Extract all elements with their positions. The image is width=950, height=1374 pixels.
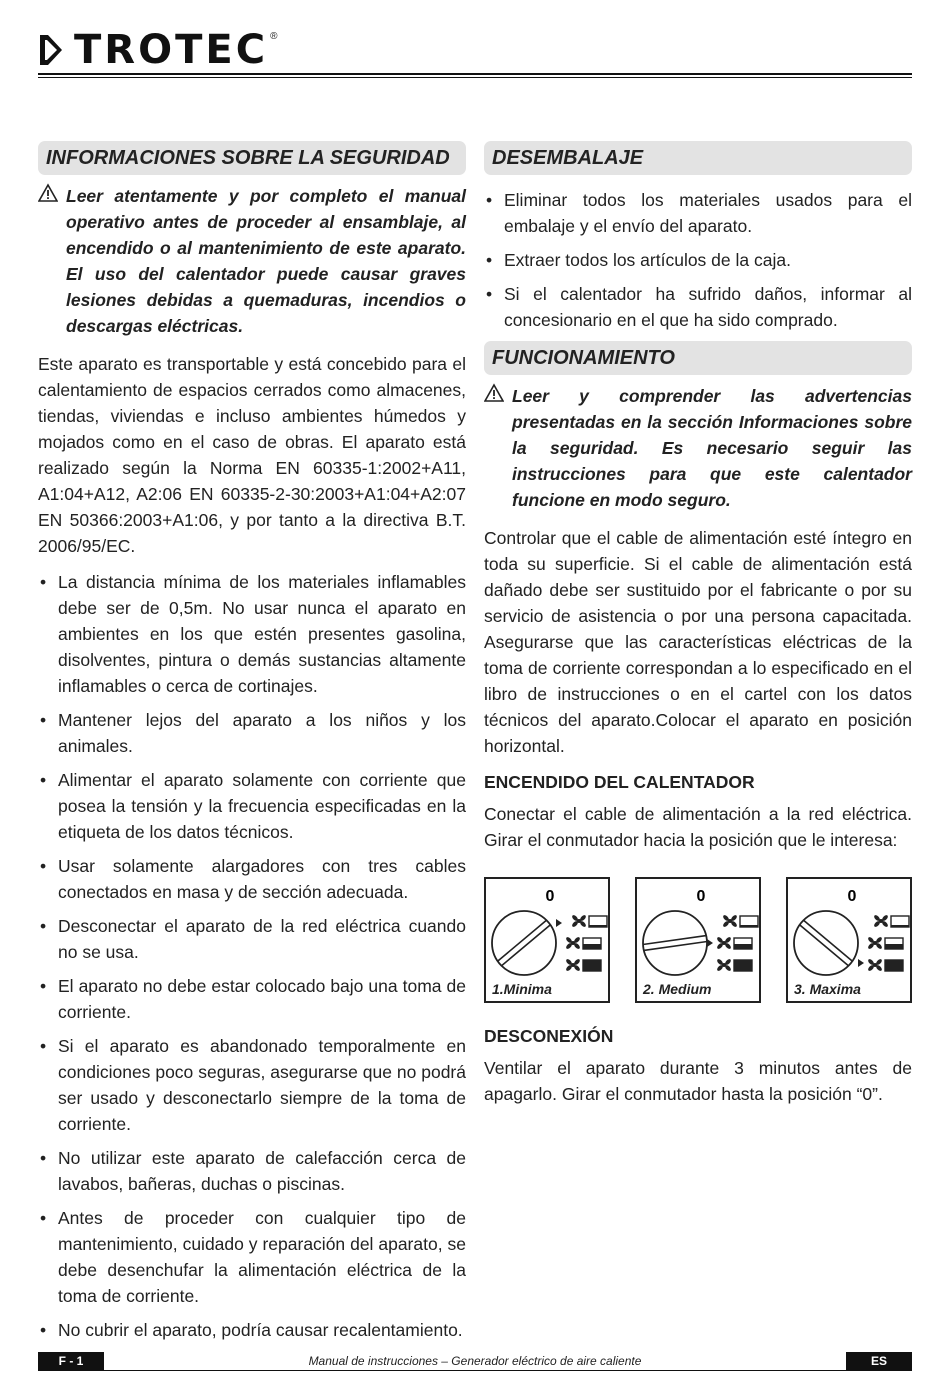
switch-diagrams: [484, 877, 912, 1003]
pointer-arrow-icon: [858, 959, 864, 967]
list-item: • Extraer todos los artículos de la caja.: [484, 247, 912, 273]
pointer-arrow-icon: [707, 939, 713, 947]
trotec-logo: [38, 28, 277, 72]
safety-heading: INFORMACIONES SOBRE LA SEGURIDAD: [38, 141, 466, 175]
fan-icon: [565, 958, 581, 972]
list-item: • Desconectar el aparato de la red eléctrica cuando no se usa.: [38, 913, 466, 965]
operation-warning-text: Leer y comprender las advertencias presentadas en la sección Informaciones sobre la seguridad. Es necesario seguir las instrucciones para que este calentador funcione en modo seguro.: [512, 386, 912, 510]
operation-heading: FUNCIONAMIENTO: [484, 341, 912, 375]
zero-position-label: 0: [696, 888, 706, 905]
header-rule: [38, 73, 912, 75]
list-item: • No cubrir el aparato, podría causar recalentamiento.: [38, 1317, 466, 1343]
header-rule-thin: [38, 77, 912, 78]
fan-icon: [565, 936, 581, 950]
heater-level-icon: [734, 938, 752, 949]
ignition-text: Conectar el cable de alimentación a la red eléctrica. Girar el conmutador hacia la posición que le interesa:: [484, 804, 912, 850]
list-item: • Si el calentador ha sufrido daños, informar al concesionario en el que ha sido comprado.: [484, 281, 912, 333]
disconnect-text: Ventilar el aparato durante 3 minutos antes de apagarlo. Girar el conmutador hasta la posición “0”.: [484, 1058, 912, 1104]
heater-level-icon: [740, 916, 758, 927]
list-item: • Si el aparato es abandonado temporalmente en condiciones poco seguras, asegurarse que no podrá ser usado y desconectarlo siempre de la toma de corriente.: [38, 1033, 466, 1137]
safety-list: [38, 569, 466, 1343]
fan-icon: [867, 936, 883, 950]
warning-icon: [484, 383, 512, 513]
brand-name: TROTEC: [74, 27, 269, 73]
dial-label: 2. Medium: [643, 981, 712, 997]
right-column: [484, 141, 912, 1117]
list-item: • La distancia mínima de los materiales inflamables debe ser de 0,5m. No usar nunca el aparato en ambientes en los que estén presentes gasolina, disolventes, pintura o demás sustancias altamente inflamables o cerca de cortinajes.: [38, 569, 466, 699]
safety-warning: [38, 183, 466, 339]
list-item: • Antes de proceder con cualquier tipo de mantenimiento, cuidado y reparación del aparato, se debe desenchufar la alimentación eléctrica de la toma de corriente.: [38, 1205, 466, 1309]
fan-icon: [716, 936, 732, 950]
list-item: • Usar solamente alargadores con tres cables conectados en masa y de sección adecuada.: [38, 853, 466, 905]
warning-icon: [38, 183, 66, 339]
operation-warning: [484, 383, 912, 513]
dial-label: 3. Maxima: [794, 981, 861, 997]
fan-icon: [873, 914, 889, 928]
knob-indicator: [498, 920, 551, 966]
safety-warning-text: Leer atentamente y por completo el manual operativo antes de proceder al ensamblaje, al encendido o al mantenimiento de este aparato. El uso del calentador puede causar graves lesiones debidas a quemaduras, incendios o descargas eléctricas.: [66, 186, 466, 336]
heater-level-icon: [734, 960, 752, 971]
dial-label: 1.Minima: [492, 981, 552, 997]
zero-position-label: 0: [847, 888, 857, 905]
disconnect-heading: DESCONEXIÓN: [484, 1026, 614, 1046]
dial-maxima: [786, 877, 912, 1003]
registered-mark: ®: [270, 30, 278, 42]
heater-level-icon: [583, 938, 601, 949]
pointer-arrow-icon: [556, 919, 562, 927]
safety-intro: Este aparato es transportable y está concebido para el calentamiento de espacios cerrados como almacenes, tiendas, viviendas e incluso ambientes húmedos y mojados como en el caso de obras. El aparato está realizado según la Norma EN 60335-1:2002+A11, A1:04+A12, A2:06 EN 60335-2-30:2003+A1:04+A2:07 EN 50366:2003+A1:06, y por tanto a la directiva B.T. 2006/95/EC.: [38, 354, 466, 556]
heater-level-icon: [885, 938, 903, 949]
heater-level-icon: [583, 960, 601, 971]
list-item: • El aparato no debe estar colocado bajo una toma de corriente.: [38, 973, 466, 1025]
page-number: F - 1: [38, 1352, 104, 1370]
footer-title: Manual de instrucciones – Generador eléctrico de aire caliente: [308, 1354, 642, 1368]
unpack-list: [484, 187, 912, 333]
list-item: • Eliminar todos los materiales usados para el embalaje y el envío del aparato.: [484, 187, 912, 239]
fan-icon: [722, 914, 738, 928]
dial-minima: [484, 877, 610, 1003]
fan-icon: [571, 914, 587, 928]
language-code: ES: [846, 1352, 912, 1370]
page-header: [38, 28, 912, 80]
operation-text: Controlar que el cable de alimentación esté íntegro en toda su superficie. Si el cable de alimentación está dañado debe ser sustituido por el fabricante o por su servicio de asistencia o por una persona capacitada. Asegurarse que las características eléctricas de la toma de corriente correspondan a lo especificado en el libro de instrucciones o en el cartel con los datos técnicos del aparato.Colocar el aparato en posición horizontal.: [484, 528, 912, 756]
list-item: • No utilizar este aparato de calefacción cerca de lavabos, bañeras, duchas o piscinas.: [38, 1145, 466, 1197]
unpack-heading: DESEMBALAJE: [484, 141, 912, 175]
page-footer: [38, 1352, 912, 1371]
knob-indicator: [800, 920, 853, 966]
ignition-heading: ENCENDIDO DEL CALENTADOR: [484, 772, 755, 792]
heater-level-icon: [891, 916, 909, 927]
brand-mark-icon: [38, 33, 68, 67]
list-item: • Mantener lejos del aparato a los niños y los animales.: [38, 707, 466, 759]
knob-indicator: [643, 936, 707, 951]
zero-position-label: 0: [545, 888, 555, 905]
fan-icon: [867, 958, 883, 972]
dial-medium: [635, 877, 761, 1003]
list-item: • Alimentar el aparato solamente con corriente que posea la tensión y la frecuencia especificadas en la etiqueta de los datos técnicos.: [38, 767, 466, 845]
left-column: [38, 141, 466, 1351]
fan-icon: [716, 958, 732, 972]
heater-level-icon: [589, 916, 607, 927]
heater-level-icon: [885, 960, 903, 971]
